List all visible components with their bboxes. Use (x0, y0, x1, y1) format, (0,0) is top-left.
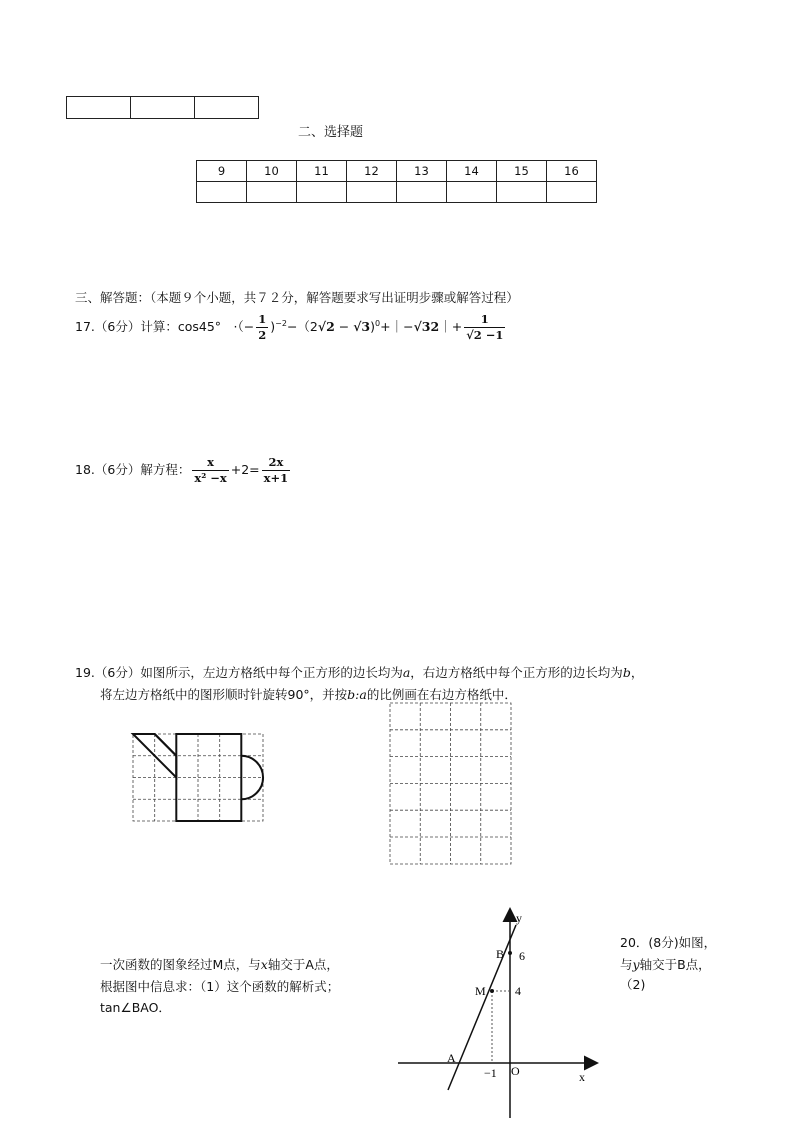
q17-cos: cos45° ·（− (177, 319, 255, 334)
top-table-cell (67, 97, 131, 119)
question-number: 16 (547, 161, 597, 182)
y-axis-label: y (516, 911, 522, 925)
label-m: M (475, 984, 486, 998)
left-grid-figure (130, 732, 270, 824)
q20-left-1a: 一次函数的图象经过M点，与 (100, 957, 261, 972)
right-grid[interactable] (387, 700, 515, 868)
choice-number-row (197, 161, 597, 182)
question-number: 9 (197, 161, 247, 182)
q19-text-2a: 将左边方格纸中的图形顺时针旋转90°，并按 (100, 687, 348, 702)
q19-var-a: a (402, 665, 411, 680)
q20-right-line-2 (620, 955, 711, 973)
q20-right-3: （2) (620, 977, 646, 992)
tick-6: 6 (519, 949, 525, 963)
q19-ratio: b:a (347, 687, 367, 702)
question-number: 12 (347, 161, 397, 182)
question-number: 14 (447, 161, 497, 182)
tick-neg1: −1 (484, 1066, 497, 1080)
q17-sqrt32: √32 (413, 319, 440, 334)
point-m (490, 989, 494, 993)
question-18 (75, 455, 292, 486)
top-table-cell (195, 97, 259, 119)
q20-left-line-1 (100, 955, 339, 973)
q18-left-den: x² −x (194, 471, 227, 485)
q18-right-num: 2x (262, 455, 291, 471)
q17-half-fraction (256, 312, 268, 343)
question-number: 11 (297, 161, 347, 182)
q17-half-den: 2 (258, 328, 267, 342)
x-axis-label: x (579, 1070, 585, 1084)
q20-right-2: 与 (620, 957, 633, 972)
answer-cell[interactable] (547, 182, 597, 203)
q20-title: 20．(8分)如图， (620, 935, 717, 950)
answer-cell[interactable] (447, 182, 497, 203)
section-3-heading: 三、解答题：（本题９个小题，共７２分，解答题要求写出证明步骤或解答过程） (75, 290, 519, 305)
q17-label: 17.（6分）计算： (75, 319, 178, 334)
left-dashed-grid (133, 734, 263, 821)
q17-sqrt2: √2 (317, 319, 335, 334)
question-19-line-1 (75, 663, 643, 681)
q19-text-1b: ，右边方格纸中每个正方形的边长均为 (410, 665, 623, 680)
q18-right-den: x+1 (263, 471, 289, 485)
q17-abs-open: +｜− (380, 319, 414, 334)
origin-label: O (511, 1064, 520, 1078)
q17-paren2: ) (370, 319, 376, 334)
question-17 (75, 312, 507, 343)
q18-mid: +2= (230, 462, 260, 477)
q19-text-2b: 的比例画在右边方格纸中． (366, 687, 517, 702)
label-b: B (496, 947, 505, 961)
q17-recip-num: 1 (464, 312, 505, 328)
q20-left-1b: 轴交于A点， (267, 957, 339, 972)
answer-cell[interactable] (397, 182, 447, 203)
tick-4: 4 (515, 984, 521, 998)
choice-answer-table (196, 160, 597, 203)
q17-exp-0: 0 (375, 318, 381, 328)
top-table-cell (131, 97, 195, 119)
point-b (508, 951, 512, 955)
section-2-heading: 二、选择题 (298, 125, 364, 140)
q20-coordinate-graph (398, 905, 603, 1120)
top-answer-table (66, 96, 259, 119)
q17-recip-fraction (464, 312, 505, 343)
q17-minus: −（2 (286, 319, 318, 334)
function-line (448, 925, 516, 1090)
q17-recip-den: √2 −1 (466, 328, 504, 342)
q19-text-1c: ， (630, 665, 644, 680)
answer-cell[interactable] (347, 182, 397, 203)
q20-left-line-3: tan∠BAO． (100, 1000, 171, 1015)
q18-label: 18.（6分）解方程： (75, 462, 191, 477)
q20-right-2b: 轴交于B点， (639, 957, 711, 972)
q17-half-num: 1 (258, 312, 267, 326)
q20-var-y: y (632, 957, 640, 972)
q17-paren: ) (270, 319, 276, 334)
q17-abs-close: ｜+ (439, 319, 463, 334)
question-number: 10 (247, 161, 297, 182)
question-number: 15 (497, 161, 547, 182)
q20-var-x: x (260, 957, 268, 972)
label-a: A (447, 1051, 456, 1065)
q17-minus2: − (334, 319, 354, 334)
answer-cell[interactable] (197, 182, 247, 203)
q20-left-line-2: 根据图中信息求：（1）这个函数的解析式； (100, 979, 340, 994)
q18-left-fraction (192, 455, 228, 486)
answer-cell[interactable] (297, 182, 347, 203)
choice-answer-row (197, 182, 597, 203)
answer-cell[interactable] (497, 182, 547, 203)
q17-sqrt3: √3 (353, 319, 371, 334)
question-number: 13 (397, 161, 447, 182)
answer-cell[interactable] (247, 182, 297, 203)
q18-left-num: x (192, 455, 228, 471)
q18-right-fraction (262, 455, 291, 486)
q17-exp-neg2: −2 (275, 318, 287, 328)
q19-var-b: b (622, 665, 631, 680)
q19-text-1a: 19.（6分）如图所示，左边方格纸中每个正方形的边长均为 (75, 665, 403, 680)
